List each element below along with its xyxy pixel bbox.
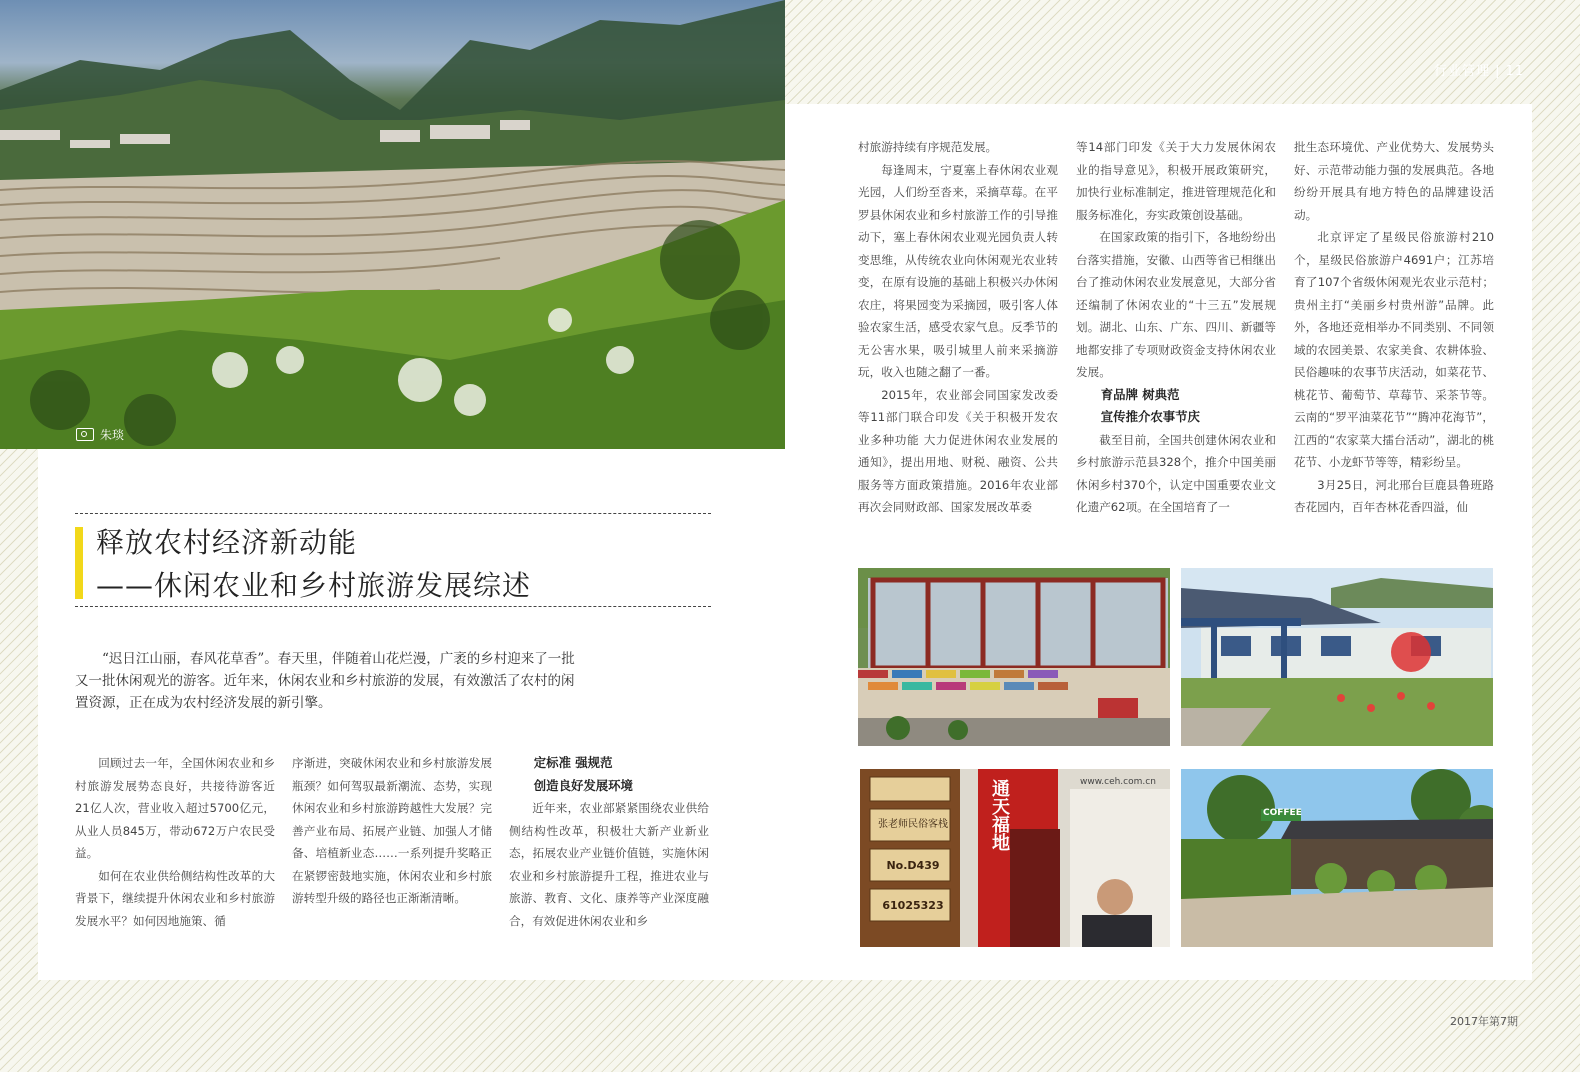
red-banner-text: 通天福地 <box>989 779 1010 851</box>
paragraph: 3月25日，河北邢台巨鹿县鲁班路杏花园内，百年杏林花香四溢，仙 <box>1294 477 1494 514</box>
sign-number: No.D439 <box>886 859 940 872</box>
paragraph: 序渐进，突破休闲农业和乡村旅游发展瓶颈？如何驾驭最新潮流、态势，实现休闲农业和乡村旅游跨越性大发展？完善产业布局、拓展产业链、加强人才储备、培植新业态……一系列提升奖略正在紧锣密鼓地实施，休闲农业和乡村旅游转型升级的路径也正渐渐清晰。 <box>292 756 492 905</box>
title-rule-bottom <box>75 606 711 607</box>
paragraph: 村旅游持续有序规范发展。 <box>858 140 998 154</box>
paragraph: 截至目前，全国共创建休闲农业和乡村旅游示范县328个，推介中国美丽休闲乡村370个，认定中国重要农业文化遗产62项。在全国培育了一 <box>1076 432 1276 514</box>
photo-farmhouse-veranda <box>858 568 1170 746</box>
landscape-photo <box>0 0 785 449</box>
paragraph: 近年来，农业部紧紧围绕农业供给侧结构性改革，积极壮大新产业新业态，拓展农业产业链价值链，实施休闲农业和乡村旅游提升工程，推进农业与旅游、教育、文化、康养等产业深度融合，有效促进休闲农业和乡 <box>509 801 709 928</box>
text-column-4 <box>858 136 1058 519</box>
title-accent-bar <box>75 527 83 599</box>
paragraph: 2015年，农业部会同国家发改委等11部门联合印发《关于积极开发农业多种功能 大力促进休闲农业发展的通知》，提出用地、财税、融资、公共服务等方面政策措施。2016年农业部再次会同财政部、国家发展改革委 <box>858 387 1058 514</box>
paragraph: 等14部门印发《关于大力发展休闲农业的指导意见》，积极开展政策研究，加快行业标准制定，推进管理规范化和服务标准化，夯实政策创设基础。 <box>1076 140 1276 222</box>
article-subtitle: ——休闲农业和乡村旅游发展综述 <box>96 569 532 602</box>
issue-footer: 2017年第7期 <box>1450 1015 1518 1028</box>
paragraph: 在国家政策的指引下，各地纷纷出台落实措施，安徽、山西等省已相继出台了推动休闲农业发展意见，大部分省还编制了休闲农业的“十三五”发展规划。湖北、山东、广东、四川、新疆等地都安排了专项财政资金支持休闲农业发展。 <box>1076 230 1276 379</box>
paragraph: 北京评定了星级民俗旅游村210个，星级民俗旅游户4691户；江苏培育了107个省级休闲观光农业示范村；贵州主打“美丽乡村贵州游”品牌。此外，各地还竞相举办不同类别、不同领域的农园美景、农家美食、农耕体验、民俗趣味的农事节庆活动，如菜花节、桃花节、葡萄节、草莓节、采茶节等。云南的“罗平油菜花节”“腾冲花海节”，江西的“农家菜大擂台活动”，湖北的桃花节、小龙虾节等等，精彩纷呈。 <box>1294 230 1494 469</box>
article-title: 释放农村经济新动能 <box>96 526 358 559</box>
photo-courtyard-garden <box>1181 568 1493 746</box>
photo-guesthouse-signs <box>860 769 1170 947</box>
camera-icon <box>76 428 94 441</box>
lead-paragraph: “迟日江山丽，春风花草香”。春天里，伴随着山花烂漫，广袤的乡村迎来了一批又一批休闲观光的游客。近年来，休闲农业和乡村旅游的发展，有效激活了农村的闲置资源，正在成为农村经济发展的新引擎。 <box>75 651 575 711</box>
cafe-sign: COFFEE <box>1263 808 1302 818</box>
text-column-5 <box>1076 136 1276 519</box>
subheading: 创造良好发展环境 <box>533 777 633 793</box>
sign-phone: 61025323 <box>882 899 944 912</box>
paragraph: 回顾过去一年，全国休闲农业和乡村旅游发展势态良好，共接待游客近21亿人次，营业收入超过5700亿元，从业人员845万，带动672万户农民受益。 <box>75 756 275 860</box>
subheading: 育品牌 树典范 <box>1100 386 1180 402</box>
text-column-6 <box>1294 136 1494 519</box>
paragraph: 批生态环境优、产业优势大、发展势头好、示范带动能力强的发展典范。各地纷纷开展具有地方特色的品牌建设活动。 <box>1294 140 1494 222</box>
subheading: 定标准 强规范 <box>533 755 613 770</box>
text-column-2 <box>292 752 492 910</box>
section-header: 行业管理 | 11 <box>1434 64 1525 79</box>
text-column-3 <box>509 752 709 932</box>
text-column-1 <box>75 752 275 932</box>
photo-credit <box>76 426 124 443</box>
photo-watermark: www.ceh.com.cn <box>1080 777 1156 787</box>
sign-guesthouse-name: 张老师民俗客栈 <box>878 819 948 830</box>
photo-village-cafe <box>1181 769 1493 947</box>
paragraph: 每逢周末，宁夏塞上春休闲农业观光园，人们纷至沓来，采摘草莓。在平罗县休闲农业和乡村旅游工作的引导推动下，塞上春休闲农业观光园负责人转变思维，从传统农业向休闲观光农业转变，在原有设施的基础上积极兴办休闲农庄，将果园变为采摘园，吸引客人体验农家生活，感受农家气息。反季节的无公害水果，吸引城里人前来采摘游玩，收入也随之翻了一番。 <box>858 162 1058 379</box>
title-rule-top <box>75 513 711 514</box>
photo-credit-name: 朱琰 <box>100 428 125 442</box>
paragraph: 如何在农业供给侧结构性改革的大背景下，继续提升休闲农业和乡村旅游发展水平？如何因地施策、循 <box>75 868 275 928</box>
subheading: 宣传推介农事节庆 <box>1100 409 1200 424</box>
